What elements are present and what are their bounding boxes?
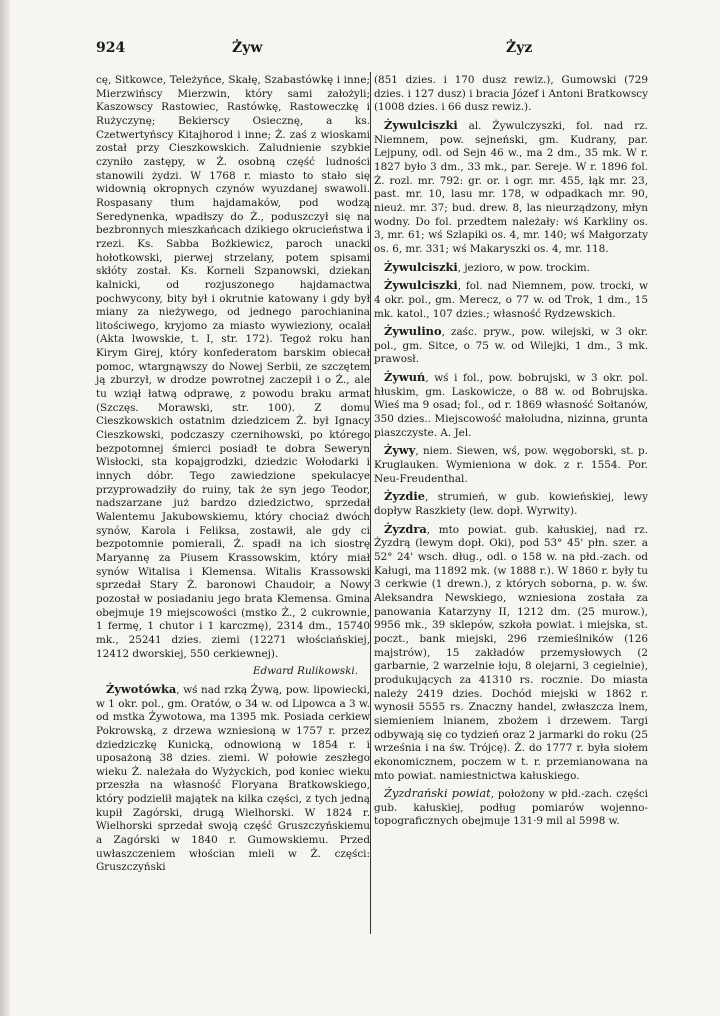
dictionary-entry	[374, 371, 648, 440]
paragraph-text: cę, Sitkowce, Teleżyńce, Skałę, Szabastówkę i inne; Mierzwińscy Mierzwin, który sami założyli; Kaszowscy Rastowiec, Rastówkę, Rastoweczkę i Rużyczynę; Bekierscy Osiecznę, a ks. Czetwertyńscy Kitajhorod i inne; Ż. zaś z wioskami został przy Cieszkowskich. Zaludnienie szybkie czyniło zastępy, w Ż. osobną część ludności stanowili żydzi. W 1768 r. miasto to stało się widownią okropnych czynów wyuzdanej swawoli. Rospasany tłum hajdamaków, pod wodzą Seredynenka, wpadłszy do Ż., poduszczył się na bezbronnych mieszkańcach dzikiego okrucieństwa i rzezi. Ks. Sabba Bożkiewicz, paroch unacki hołotkowski, pierwej strzelany, potem spisami skłóty został. Ks. Korneli Szpanowski, dziekan kalnicki, od rozjuszonego hajdamactwa pochwycony, bity był i okrutnie katowany i gdy był miany za nieżywego, od jednego parochianina litościwego, kryjomo za miasto wywieziony, ocalał (Akta lwowskie, t. I, str. 172). Tegoż roku han Kirym Girej, który konfederatom barskim obiecał pomoc, wtargnąwszy do Nowej Serbii, ze szczętem ją zburzył, w drodze powrotnej zaczepił i o Ż., ale tu wziął łatwą odprawę, z powodu braku armat (Szczęs. Morawski, str. 100). Z domu Cieszkowskich ostatnim dziedzicem Ż. był Ignacy Cieszkowski, podczaszy czernihowski, po którego bezpotomnej śmierci posiadł te dobra Seweryn Wisłocki, sta kopajgrodzki, dziedzic Wołodarki i innych dóbr. Tego zawiedzione spekulacye przyprowadziły do ruiny, tak że syn jego Teodor, nadszarzane już bardzo dziedzictwo, sprzedał Walentemu Jakubowskiemu, który chociaż dwóch synów, Karola i Feliksa, zostawił, ale gdy ci bezpotomnie pomierali, Ż. spadł na ich siostrę Maryannę za Piusem Krassowskim, który miał synów Witalisa i Klemensa. Witalis Krassowski sprzedał Stary Ż. baronowi Chaudoir, a Nowy pozostał w posiadaniu jego brata Klemensa. Gmina obejmuje 19 miejscowości (mstko Ż., 2 cukrownie, 1 fermę, 1 chutor i 1 karczmę), 2314 dm., 15740 mk., 25241 dzies. ziemi (12271 włościańskiej, 12412 dworskiej, 550 cerkiewnej).	[96, 74, 370, 660]
entry-text: , wś nad rzką Żywą, pow. lipowiecki, w 1 okr. pol., gm. Oratów, o 34 w. od Lipowca a 3 w. od mstka Żywotowa, ma 1395 mk. Posiada cerkiew Pokrowską, z drzewa wzniesioną w 1757 r. przez dziedziczkę Kunicką, odnowioną w 1854 r. i uposażoną 38 dzies. ziemi. W połowie zeszłego wieku Ż. należała do Wyżyckich, pod koniec wieku przeszła na własność Floryana Bratkowskiego, który podzielił majątek na kilka części, z tych jedną kupił Zagórski, drugą Wielhorski. W 1824 r. Wielhorski sprzedał swoją część Gruszczyńskiemu a Zagórski w 1840 r. Gumowskiemu. Przed uwłaszczeniem włościan mieli w Ż. części: Gruszczyński	[96, 683, 370, 874]
entry-text: , fol. nad Niemnem, pow. trocki, w 4 okr. pol., gm. Merecz, o 77 w. od Trok, 1 dm., 15 mk. katol., 107 dzies.; własność Rydzewskich.	[374, 280, 648, 320]
paragraph-text: (851 dzies. i 170 dusz rewiz.), Gumowski (729 dzies. i 127 dusz) i bracia Józef i Antoni Bratkowscy (1008 dzies. i 66 dusz rewiz.).	[374, 74, 648, 114]
page-binding-edge	[0, 0, 10, 1016]
page-number: 924	[96, 40, 126, 56]
entry-text: , jezioro, w pow. trockim.	[457, 261, 590, 274]
dictionary-entry	[374, 279, 648, 321]
entry-headword: Żywy	[384, 443, 416, 458]
right-column	[374, 74, 648, 833]
dictionary-entry	[96, 683, 370, 875]
entry-headword: Żyzdrański powiat	[384, 786, 491, 801]
entry-headword: Żywulciszki	[384, 278, 458, 293]
dictionary-entry	[374, 787, 648, 829]
column-divider	[370, 72, 371, 934]
running-headword-left: Żyw	[232, 40, 263, 56]
entry-headword: Żywulino	[384, 324, 442, 339]
entry-text: , strumień, w gub. kowieńskiej, lewy dopływ Raszkiety (lew. dopł. Wyrwity).	[374, 491, 648, 518]
dictionary-entry	[374, 325, 648, 367]
entry-headword: Żywulciszki	[384, 117, 458, 132]
author-signature: Edward Rulikowski.	[252, 665, 358, 678]
dictionary-entry	[374, 261, 648, 276]
entry-text: , mto powiat. gub. kałuskiej, nad rz. Żyzdrą (lewym dopł. Oki), pod 53° 45' płn. szer. a 52° 24' wsch. dług., odl. o 158 w. na płd.-zach. od Kaługi, ma 11892 mk. (w 1888 r.). W 1860 r. były tu 3 cerkwie (1 drewn.), z których soborna, p. w. św. Aleksandra Newskiego, wzniesiona została za panowania Katarzyny II, 1212 dm. (25 murow.), 9956 mk., 39 sklepów, szkoła powiat. i miejska, st. poczt., bank miejski, 296 rzemieślników (126 majstrów), 15 zakładów przemysłowych (2 garbarnie, 2 warzelnie łoju, 8 olejarni, 3 cegielnie), produkujących za 41310 rs. rocznie. Do miasta należy 2419 dzies. Dochód miejski w 1862 r. wynosił 5555 rs. Znaczny handel, zwłaszcza lnem, siemieniem lnianem, zbożem i drzewem. Targi odbywają się co tydzień oraz 2 jarmarki do roku (25 września i na św. Trójcę). Ż. do 1777 r. była siołem ekonomicznem, poczem w t. r. przemianowana na mto powiat. namiestnictwa kałuskiego.	[374, 523, 648, 782]
entry-text: , niem. Siewen, wś, pow. węgoborski, st. p. Kruglauken. Wymieniona w dok. z r. 1554. Por. Neu-Freudenthal.	[374, 445, 648, 485]
entry-headword: Żywuń	[384, 370, 426, 385]
page-header	[96, 40, 648, 62]
entry-headword: Żyzdie	[384, 489, 425, 504]
entry-headword: Żyzdra	[384, 521, 427, 536]
left-column	[96, 74, 370, 879]
running-headword-right: Żyz	[506, 40, 533, 56]
entry-text: , położony w płd.-zach. części gub. kałuskiej, podług pomiarów wojenno-topograficznych obejmuje 131·9 mil al 5998 w.	[374, 788, 648, 828]
dictionary-entry	[374, 444, 648, 486]
dictionary-entry	[374, 490, 648, 518]
continuation-paragraph	[374, 74, 648, 115]
entry-text: , zaśc. pryw., pow. wilejski, w 3 okr. pol., gm. Sitce, o 75 w. od Wilejki, 1 dm., 3 mk. prawosł.	[374, 326, 648, 366]
entry-text: , wś i fol., pow. bobrujski, w 3 okr. pol. hłuskim, gm. Laskowicze, o 88 w. od Bobrujska. Wieś ma 9 osad; fol., od r. 1869 własność Sołtanów, 350 dzies.. Miejscowość małoludna, nizinna, grunta piaszczyste. A. Jel.	[374, 372, 648, 439]
dictionary-entry	[374, 523, 648, 783]
entry-headword: Żywotówka	[106, 681, 177, 696]
entry-text: al. Żywulczyszki, fol. nad rz. Niemnem, pow. sejneński, gm. Kudrany, par. Lejpuny, odl. od Sejn 46 w., ma 2 dm., 35 mk. W r. 1827 było 3 dm., 33 mk., par. Sereje. W r. 1896 fol. Ż. rozl. mr. 792: gr. or. i ogr. mr. 455, łąk mr. 23, past. mr. 10, lasu mr. 178, w odpadkach mr. 90, nieuż. mr. 37; bud. drew. 8, las nieurządzony, młyn wodny. Do fol. przedtem należały: wś Karkliny os. 3, mr. 61; wś Szlapiki os. 4, mr. 140; wś Małgorzaty os. 6, mr. 331; wś Makaryszki os. 4, mr. 118.	[374, 119, 648, 255]
entry-headword: Żywulciszki	[384, 259, 458, 274]
dictionary-entry	[374, 119, 648, 257]
continuation-paragraph	[96, 74, 370, 661]
